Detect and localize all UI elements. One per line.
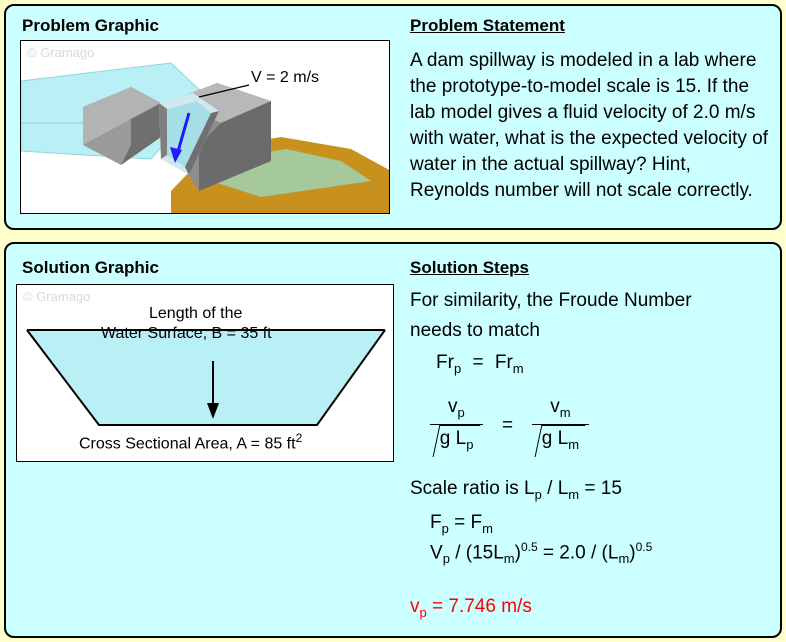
equation-velocity-solve [430,540,652,566]
dam-spillway-illustration [21,41,390,214]
scale-text: Scale ratio is L [410,478,535,499]
area-label [79,431,302,453]
vp-sub: p [457,404,465,420]
equation-f-equality [430,512,493,536]
fraction-model [532,396,588,457]
froude-equals: = [472,352,484,373]
sqrt-icon-model [535,425,586,457]
step-line-1: For similarity, the Froude Number [410,290,692,311]
fr-m-base: Fr [494,352,513,373]
equation-froude-fractions [430,396,589,457]
vline-sub-d: m [618,551,630,567]
vm-base: v [550,396,560,417]
glp-base: g L [439,427,467,449]
solution-graphic-title: Solution Graphic [22,258,159,277]
vline-sub-p: p [442,551,450,567]
f-mid: = F [448,512,483,533]
scale-sub-p: p [534,486,542,502]
glm-base: g L [542,427,569,449]
answer-sub: p [419,604,427,620]
fraction-prototype-denominator [430,425,483,457]
answer-rest: = 7.746 m/s [426,596,532,617]
surface-label-line1: Length of the [149,305,243,322]
equation-scale-ratio [410,478,622,502]
fraction-prototype [430,396,483,457]
fm-sub: m [482,520,493,536]
fraction-model-denominator [532,425,588,457]
fr-p-sub: p [453,360,462,376]
fraction-model-numerator [532,396,588,425]
area-label-text: Cross Sectional Area, A = 85 ft [79,435,296,453]
solution-graphic-box [16,284,394,462]
vline-sup-e: 0.5 [635,540,653,554]
fp-base: F [430,512,442,533]
sqrt-icon-prototype [433,425,480,457]
answer-v: v [410,596,420,617]
vp-base: v [447,396,458,417]
glm-sub: m [568,436,580,452]
step-line-2: needs to match [410,320,540,341]
scale-end: = 15 [579,478,622,499]
solution-panel [4,242,782,638]
vline-d: = 2.0 / (L [537,542,619,564]
vline-v: V [430,542,443,564]
problem-graphic-title: Problem Graphic [22,16,159,35]
problem-statement-text: A dam spillway is modeled in a lab where the prototype-to-model scale is 15. If the lab model gives a fluid velocity of 2.0 m/s with water, what is the expected velocity of water in the actual spillway? Hint, Reynolds number will not scale correctly. [410,50,769,201]
problem-graphic-box [20,40,390,214]
final-answer [410,596,532,620]
solution-watermark: © Gramago [23,289,91,304]
equation-froude-equality [436,352,524,376]
vline-sup-c: 0.5 [520,540,538,554]
vm-sub: m [559,404,571,420]
fr-m-sub: m [512,360,524,376]
fraction-prototype-numerator [430,396,483,425]
vline-sub-m: m [503,551,515,567]
vline-b: / (15L [449,542,504,564]
velocity-label: V = 2 m/s [251,69,320,86]
surface-label-line2: Water Surface, B = 35 ft [101,325,272,342]
vline-e: ) [629,542,636,564]
scale-sub-m: m [568,486,580,502]
fp-sub: p [441,520,449,536]
scale-mid: / L [541,478,569,499]
problem-statement-title: Problem Statement [410,16,565,35]
glp-sub: p [466,436,474,452]
area-label-exponent: 2 [295,431,303,445]
solution-steps-title: Solution Steps [410,258,529,277]
problem-watermark: © Gramago [27,45,95,60]
vline-c: ) [514,542,521,564]
fraction-equals: = [501,415,514,437]
fr-p-base: Fr [436,352,454,373]
problem-panel [4,4,782,230]
